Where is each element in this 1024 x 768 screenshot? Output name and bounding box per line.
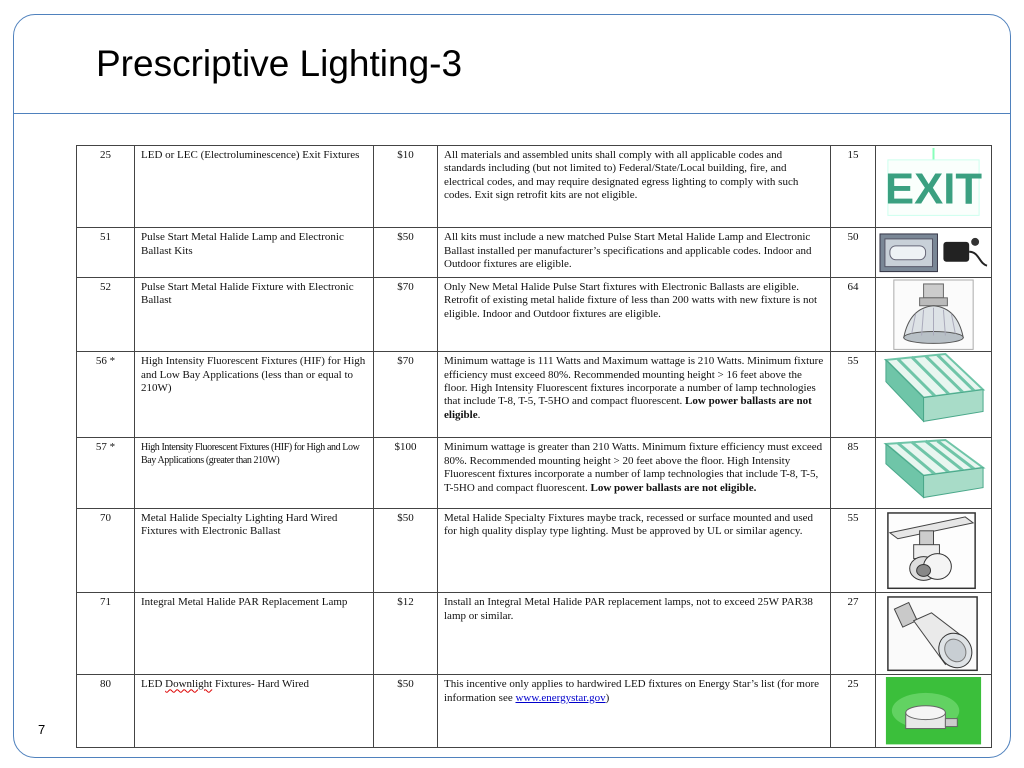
rebate-amount: $70 [374,352,438,438]
requirements-bold-note: Low power ballasts are not eligible [444,395,812,421]
measure-description: Integral Metal Halide PAR Replacement Lamp [135,593,374,675]
requirements-bold-note: Low power ballasts are not eligible. [590,481,757,494]
rebate-table [76,145,992,748]
rebate-amount: $100 [374,438,438,508]
table-row [77,508,992,592]
table-row [77,146,992,228]
led-downlight-icon [876,675,991,746]
title-divider [14,113,1010,114]
measure-text: LED [141,678,166,691]
requirements-tail: ) [605,691,610,704]
measure-description: Metal Halide Specialty Lighting Hard Wired Fixtures with Electronic Ballast [135,508,374,592]
rebate-amount: $12 [374,593,438,675]
track-light-image [876,508,992,592]
measure-life: 55 [831,352,876,438]
measure-requirements: All kits must include a new matched Pulse Start Metal Halide Lamp and Electronic Ballast installed per manufacturer’s specifications and applicable codes. Indoor and Outdoor fixtures are eligible. [438,228,831,278]
measure-requirements [438,675,831,747]
track-light-icon [876,509,991,592]
table-row [77,277,992,351]
high-bay-fixture-image [876,277,992,351]
measure-life: 55 [831,508,876,592]
measure-description: Pulse Start Metal Halide Lamp and Electronic Ballast Kits [135,228,374,278]
measure-code: 80 [77,675,135,747]
hif-fixture-image [876,352,992,438]
measure-text-flagged: Downlight [165,678,213,691]
measure-life: 15 [831,146,876,228]
requirements-text: This incentive only applies to hardwired LED fixtures on Energy Star’s list (for more information see [444,678,820,704]
exit-sign-image [876,146,992,228]
slide-title: Prescriptive Lighting-3 [96,43,463,84]
measure-code: 52 [77,277,135,351]
measure-requirements: Only New Metal Halide Pulse Start fixtures with Electronic Ballasts are eligible. Retrofit of existing metal halide fixture of less than 200 watts with new fixture is not eligible. Indoor and Outdoor fixtures are eligible. [438,277,831,351]
measure-text: Fixtures- Hard Wired [212,678,310,691]
measure-life: 25 [831,675,876,747]
measure-requirements: Install an Integral Metal Halide PAR replacement lamps, not to exceed 25W PAR38 lamp or similar. [438,593,831,675]
par-lamp-icon [876,593,991,674]
high-bay-fixture-icon [876,278,991,351]
requirements-text: Minimum wattage is 111 Watts and Maximum wattage is 210 Watts. Minimum fixture efficiency must exceed 80%. Recommended mounting height > 16 feet above the floor. High Intensity Fluorescent fixtures incorporate a number of lamp technologies that include T-8, T-5, T-5HO and compact fluorescent. [444,355,824,408]
led-downlight-image [876,675,992,747]
table-row [77,438,992,508]
measure-description: Pulse Start Metal Halide Fixture with Electronic Ballast [135,277,374,351]
rebate-amount: $10 [374,146,438,228]
measure-requirements: Metal Halide Specialty Fixtures maybe track, recessed or surface mounted and used for high quality display type lighting. Must be approved by UL or similar agency. [438,508,831,592]
table-row [77,675,992,747]
measure-description: High Intensity Fluorescent Fixtures (HIF) for High and Low Bay Applications (greater than 210W) [135,438,374,508]
hif-fixture-icon [876,352,991,437]
measure-code: 25 [77,146,135,228]
measure-description: High Intensity Fluorescent Fixtures (HIF) for High and Low Bay Applications (less than or equal to 210W) [135,352,374,438]
requirements-tail: . [477,408,481,421]
ballast-kit-image [876,228,992,278]
ballast-kit-icon [876,228,991,277]
measure-code: 70 [77,508,135,592]
measure-description: LED or LEC (Electroluminescence) Exit Fixtures [135,146,374,228]
measure-requirements [438,352,831,438]
table-row [77,352,992,438]
page-number: 7 [38,722,46,737]
measure-requirements [438,438,831,508]
energystar-link[interactable]: www.energystar.gov [515,691,606,704]
measure-requirements: All materials and assembled units shall comply with all applicable codes and standards including (but not limited to) Federal/State/Local building, fire, and electrical codes, and may require designated egress lighting to comply with such codes. Exit sign retrofit kits are not eligible. [438,146,831,228]
hif-fixture-image [876,438,992,508]
measure-description [135,675,374,747]
exit-sign-label: EXIT [885,165,982,214]
measure-life: 85 [831,438,876,508]
measure-code: 71 [77,593,135,675]
table-row [77,228,992,278]
measure-life: 50 [831,228,876,278]
requirements-text: Minimum wattage is greater than 210 Watts. Minimum fixture efficiency must exceed 80%. Recommended mounting height > 20 feet above the floor. High Intensity Fluorescent fixtures incorporate a number of lamp technologies that include T-8, T-5, T-5HO and compact fluorescent. [444,441,823,494]
rebate-amount: $50 [374,228,438,278]
measure-life: 64 [831,277,876,351]
measure-life: 27 [831,593,876,675]
hif-fixture-icon [876,438,991,507]
rebate-amount: $50 [374,508,438,592]
rebate-amount: $50 [374,675,438,747]
exit-sign-icon [876,146,991,227]
table-row [77,593,992,675]
measure-code: 51 [77,228,135,278]
rebate-amount: $70 [374,277,438,351]
par-lamp-image [876,593,992,675]
measure-code: 57 * [77,438,135,508]
measure-code: 56 * [77,352,135,438]
